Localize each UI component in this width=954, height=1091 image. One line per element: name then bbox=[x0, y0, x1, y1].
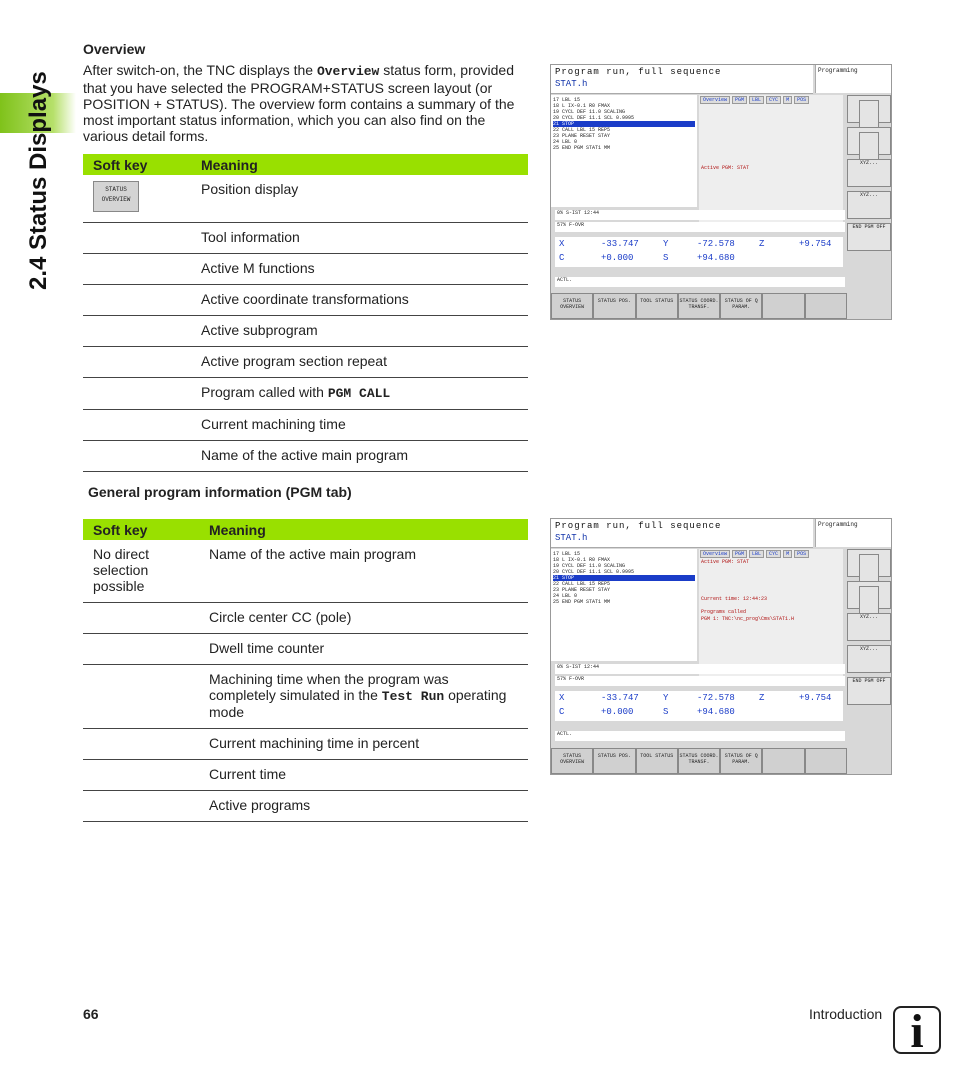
softkey-row bbox=[551, 293, 847, 319]
softkey-row bbox=[551, 748, 847, 774]
tab-lbl[interactable]: LBL bbox=[749, 96, 764, 104]
status-pos-softkey[interactable]: STATUS POS. bbox=[593, 293, 635, 319]
next-page-softkey[interactable] bbox=[805, 293, 847, 319]
table-row: Active program section repeat bbox=[83, 346, 528, 377]
col-meaning-header: Meaning bbox=[209, 519, 528, 540]
table-row: Name of the active main program bbox=[83, 440, 528, 471]
table-row: Machining time when the program was completely simulated in the Test Run operating mode bbox=[83, 665, 528, 729]
table-row: Active M functions bbox=[83, 253, 528, 284]
overview-heading: Overview bbox=[83, 41, 146, 57]
tab-lbl[interactable]: LBL bbox=[749, 550, 764, 558]
vertical-softkeys bbox=[847, 549, 891, 705]
pgm-tab-table bbox=[83, 519, 528, 822]
xyz-plus-softkey[interactable]: XYZ... bbox=[847, 613, 891, 641]
q-param-softkey[interactable]: STATUS OF Q PARAM. bbox=[720, 293, 762, 319]
table-row: Program called with PGM CALL bbox=[83, 377, 528, 409]
table-row: STATUS OVERVIEW Position display bbox=[83, 175, 528, 222]
next-page-softkey[interactable] bbox=[805, 748, 847, 774]
tab-pos[interactable]: POS bbox=[794, 96, 809, 104]
coord-transf-softkey[interactable]: STATUS COORD. TRANSF. bbox=[678, 748, 720, 774]
start-button[interactable] bbox=[847, 95, 891, 123]
status-panel: Overview PGM LBL CYC M POS Active PGM: STAT Current time: 12:44:23 Programs called PGM 1: TNC:\nc_prog\Cms\STAT1.H bbox=[699, 549, 843, 679]
tab-overview[interactable]: Overview bbox=[700, 550, 730, 558]
overview-paragraph: After switch-on, the TNC displays the Overview status form, provided that you have selected the PROGRAM+STATUS screen layout (or POSITION + STATUS). The overview form contains a summary of the most important status information, which you can also find on the various detail forms. bbox=[83, 62, 515, 144]
vertical-softkeys bbox=[847, 95, 891, 251]
stop-button[interactable] bbox=[847, 581, 891, 609]
col-meaning-header: Meaning bbox=[201, 154, 528, 175]
status-overview-softkey[interactable]: STATUS OVERVIEW bbox=[93, 181, 139, 212]
table-row: Active subprogram bbox=[83, 315, 528, 346]
tnc-screenshot-pgm: Program run, full sequence STAT.h Programming 17 LBL 15 18 L IX-0.1 R0 FMAX 19 CYCL DEF 11.0 SCALING 20 CYCL DEF 11.1 SCL 0.9995 21 STOP 22 CALL LBL 15 REP5 23 PLANE RESET STAY 24 LBL 0 25 END PGM STAT1 MM Overview PGM LBL CYC M POS Active PGM: STAT Current time: 12:44:23 Programs called PGM 1: TNC:\nc_prog\Cms\STAT1.H 0% S-IST 12:44 57% F-OVR X -33.747 Y -72.578 Z +9.754 C +0.000 S +94.680 ACTL. STATUS OVERVIEW STATUS POS. TOOL STATUS STATUS COORD. TRANSF. STATUS OF Q PARAM. XYZ... XYZ... END PGM OFF bbox=[550, 518, 892, 775]
section-title: 2.4 Status Displays bbox=[25, 71, 52, 290]
prev-page-softkey[interactable] bbox=[762, 293, 804, 319]
xyz-minus-softkey[interactable]: XYZ... bbox=[847, 645, 891, 673]
coord-transf-softkey[interactable]: STATUS COORD. TRANSF. bbox=[678, 293, 720, 319]
pgm-tab-heading: General program information (PGM tab) bbox=[88, 484, 352, 500]
table-row: Current time bbox=[83, 760, 528, 791]
footer-section: Introduction bbox=[809, 1006, 883, 1022]
table-row: Dwell time counter bbox=[83, 634, 528, 665]
table-row: Tool information bbox=[83, 222, 528, 253]
tab-pos[interactable]: POS bbox=[794, 550, 809, 558]
prev-page-softkey[interactable] bbox=[762, 748, 804, 774]
xyz-minus-softkey[interactable]: XYZ... bbox=[847, 191, 891, 219]
col-softkey-header: Soft key bbox=[83, 519, 209, 540]
q-param-softkey[interactable]: STATUS OF Q PARAM. bbox=[720, 748, 762, 774]
end-pgm-softkey[interactable]: END PGM OFF bbox=[847, 223, 891, 251]
tool-status-softkey[interactable]: TOOL STATUS bbox=[636, 748, 678, 774]
position-display: X -33.747 Y -72.578 Z +9.754 C +0.000 S +94.680 bbox=[555, 691, 843, 721]
overview-softkey-table bbox=[83, 154, 528, 472]
status-panel: Overview PGM LBL CYC M POS Active PGM: STAT bbox=[699, 95, 843, 225]
table-row: Current machining time bbox=[83, 409, 528, 440]
start-button[interactable] bbox=[847, 549, 891, 577]
tab-overview[interactable]: Overview bbox=[700, 96, 730, 104]
tab-cyc[interactable]: CYC bbox=[766, 96, 781, 104]
table-row: Active programs bbox=[83, 791, 528, 822]
program-listing: 17 LBL 15 18 L IX-0.1 R0 FMAX 19 CYCL DEF 11.0 SCALING 20 CYCL DEF 11.1 SCL 0.9995 21 STOP 22 CALL LBL 15 REP5 23 PLANE RESET STAY 24 LBL 0 25 END PGM STAT1 MM bbox=[551, 549, 697, 661]
tab-m[interactable]: M bbox=[783, 550, 792, 558]
tab-pgm[interactable]: PGM bbox=[732, 550, 747, 558]
page-number: 66 bbox=[83, 1006, 99, 1022]
end-pgm-softkey[interactable]: END PGM OFF bbox=[847, 677, 891, 705]
table-row: No direct selection possible Name of the active main program bbox=[83, 540, 528, 603]
table-row: Active coordinate transformations bbox=[83, 284, 528, 315]
tab-pgm[interactable]: PGM bbox=[732, 96, 747, 104]
status-overview-softkey[interactable]: STATUS OVERVIEW bbox=[551, 748, 593, 774]
program-listing: 17 LBL 15 18 L IX-0.1 R0 FMAX 19 CYCL DEF 11.0 SCALING 20 CYCL DEF 11.1 SCL 0.9995 21 STOP 22 CALL LBL 15 REP5 23 PLANE RESET STAY 24 LBL 0 25 END PGM STAT1 MM bbox=[551, 95, 697, 207]
status-overview-softkey[interactable]: STATUS OVERVIEW bbox=[551, 293, 593, 319]
tab-cyc[interactable]: CYC bbox=[766, 550, 781, 558]
table-row: Circle center CC (pole) bbox=[83, 603, 528, 634]
status-pos-softkey[interactable]: STATUS POS. bbox=[593, 748, 635, 774]
tool-status-softkey[interactable]: TOOL STATUS bbox=[636, 293, 678, 319]
info-icon: i bbox=[893, 1006, 941, 1054]
tab-m[interactable]: M bbox=[783, 96, 792, 104]
col-softkey-header: Soft key bbox=[83, 154, 201, 175]
tnc-screenshot-overview: Program run, full sequence STAT.h Programming 17 LBL 15 18 L IX-0.1 R0 FMAX 19 CYCL DEF 11.0 SCALING 20 CYCL DEF 11.1 SCL 0.9995 21 STOP 22 CALL LBL 15 REP5 23 PLANE RESET STAY 24 LBL 0 25 END PGM STAT1 MM Overview PGM LBL CYC M POS Active PGM: STAT 0% S-IST 12:44 57% F-OVR X -33.747 Y -72.578 Z +9.754 C +0.000 S +94.680 ACTL. STATUS OVERVIEW STATUS POS. TOOL STATUS STATUS COORD. TRANSF. STATUS OF Q PARAM. XYZ... XYZ... END PGM OFF bbox=[550, 64, 892, 320]
table-row: Current machining time in percent bbox=[83, 729, 528, 760]
position-display: X -33.747 Y -72.578 Z +9.754 C +0.000 S +94.680 bbox=[555, 237, 843, 267]
stop-button[interactable] bbox=[847, 127, 891, 155]
xyz-plus-softkey[interactable]: XYZ... bbox=[847, 159, 891, 187]
